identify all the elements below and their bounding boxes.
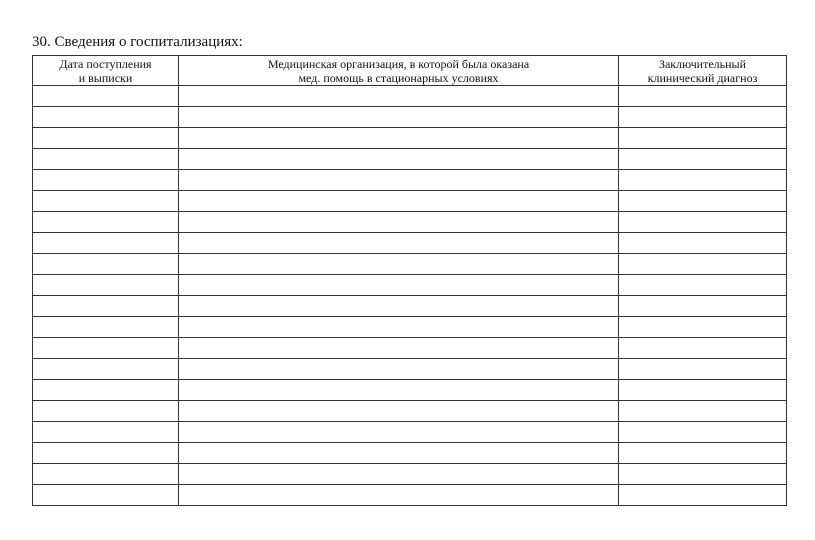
diagnosis-cell[interactable] — [619, 422, 787, 443]
header-line: и выписки — [78, 70, 133, 85]
header-admission-discharge-date — [33, 56, 179, 86]
date-cell[interactable] — [33, 191, 179, 212]
date-cell[interactable] — [33, 317, 179, 338]
diagnosis-cell[interactable] — [619, 233, 787, 254]
date-cell[interactable] — [33, 107, 179, 128]
header-line: Дата поступления — [59, 56, 152, 71]
header-line: мед. помощь в стационарных условиях — [298, 70, 499, 85]
organization-cell[interactable] — [179, 338, 619, 359]
organization-cell[interactable] — [179, 212, 619, 233]
date-cell[interactable] — [33, 149, 179, 170]
date-cell[interactable] — [33, 464, 179, 485]
date-cell[interactable] — [33, 275, 179, 296]
date-cell[interactable] — [33, 338, 179, 359]
table-row — [33, 233, 787, 254]
table-row — [33, 401, 787, 422]
organization-cell[interactable] — [179, 170, 619, 191]
table-row — [33, 443, 787, 464]
section-title: 30. Сведения о госпитализациях: — [32, 34, 243, 50]
date-cell[interactable] — [33, 485, 179, 506]
table-row — [33, 86, 787, 107]
date-cell[interactable] — [33, 170, 179, 191]
diagnosis-cell[interactable] — [619, 296, 787, 317]
date-cell[interactable] — [33, 212, 179, 233]
table-row — [33, 254, 787, 275]
date-cell[interactable] — [33, 359, 179, 380]
diagnosis-cell[interactable] — [619, 317, 787, 338]
table-row — [33, 107, 787, 128]
table-row — [33, 128, 787, 149]
diagnosis-cell[interactable] — [619, 128, 787, 149]
table-row — [33, 422, 787, 443]
table-row — [33, 464, 787, 485]
organization-cell[interactable] — [179, 107, 619, 128]
diagnosis-cell[interactable] — [619, 275, 787, 296]
date-cell[interactable] — [33, 401, 179, 422]
date-cell[interactable] — [33, 422, 179, 443]
organization-cell[interactable] — [179, 422, 619, 443]
diagnosis-cell[interactable] — [619, 464, 787, 485]
organization-cell[interactable] — [179, 191, 619, 212]
organization-cell[interactable] — [179, 149, 619, 170]
diagnosis-cell[interactable] — [619, 107, 787, 128]
header-line: Медицинская организация, в которой была оказана — [267, 56, 530, 71]
diagnosis-cell[interactable] — [619, 254, 787, 275]
diagnosis-cell[interactable] — [619, 485, 787, 506]
table-header-row — [33, 56, 787, 86]
organization-cell[interactable] — [179, 317, 619, 338]
organization-cell[interactable] — [179, 359, 619, 380]
organization-cell[interactable] — [179, 380, 619, 401]
table-row — [33, 359, 787, 380]
table-row — [33, 191, 787, 212]
diagnosis-cell[interactable] — [619, 380, 787, 401]
date-cell[interactable] — [33, 233, 179, 254]
table-row — [33, 170, 787, 191]
organization-cell[interactable] — [179, 401, 619, 422]
date-cell[interactable] — [33, 128, 179, 149]
header-line: клинический диагноз — [647, 70, 758, 85]
table-row — [33, 149, 787, 170]
table-body — [33, 86, 787, 506]
diagnosis-cell[interactable] — [619, 443, 787, 464]
organization-cell[interactable] — [179, 443, 619, 464]
organization-cell[interactable] — [179, 464, 619, 485]
date-cell[interactable] — [33, 296, 179, 317]
date-cell[interactable] — [33, 254, 179, 275]
date-cell[interactable] — [33, 443, 179, 464]
diagnosis-cell[interactable] — [619, 170, 787, 191]
organization-cell[interactable] — [179, 128, 619, 149]
diagnosis-cell[interactable] — [619, 359, 787, 380]
header-line: Заключительный — [658, 56, 747, 71]
hospitalizations-table — [32, 55, 787, 506]
organization-cell[interactable] — [179, 233, 619, 254]
organization-cell[interactable] — [179, 254, 619, 275]
table-row — [33, 212, 787, 233]
organization-cell[interactable] — [179, 86, 619, 107]
organization-cell[interactable] — [179, 485, 619, 506]
table-row — [33, 296, 787, 317]
table-row — [33, 317, 787, 338]
diagnosis-cell[interactable] — [619, 86, 787, 107]
table-row — [33, 485, 787, 506]
header-medical-organization — [179, 56, 619, 86]
table-row — [33, 275, 787, 296]
header-final-diagnosis — [619, 56, 787, 86]
date-cell[interactable] — [33, 380, 179, 401]
diagnosis-cell[interactable] — [619, 338, 787, 359]
diagnosis-cell[interactable] — [619, 149, 787, 170]
organization-cell[interactable] — [179, 275, 619, 296]
diagnosis-cell[interactable] — [619, 191, 787, 212]
table-row — [33, 380, 787, 401]
diagnosis-cell[interactable] — [619, 401, 787, 422]
table-row — [33, 338, 787, 359]
date-cell[interactable] — [33, 86, 179, 107]
diagnosis-cell[interactable] — [619, 212, 787, 233]
organization-cell[interactable] — [179, 296, 619, 317]
